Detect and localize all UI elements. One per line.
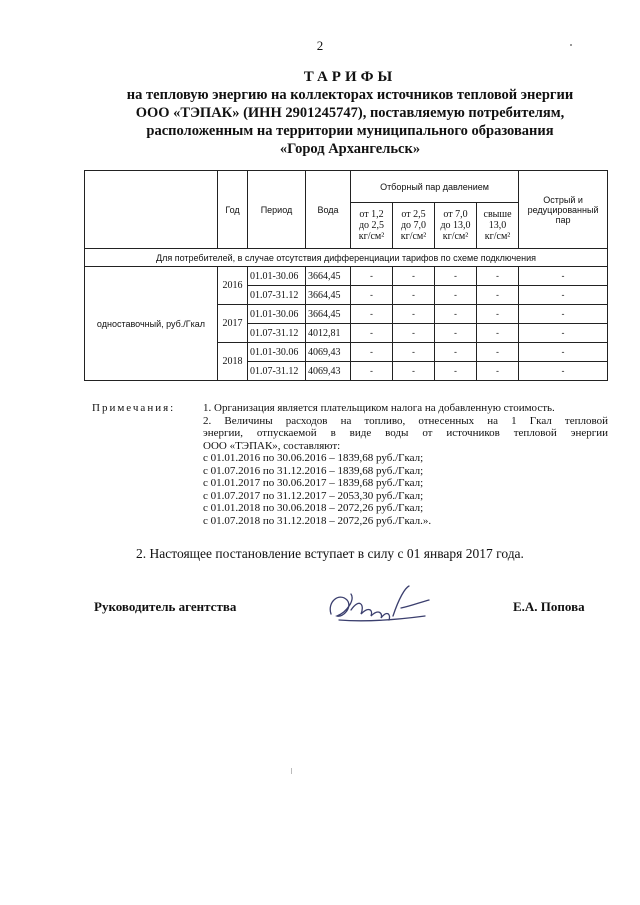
dash-cell: - <box>393 267 435 286</box>
dash-cell: - <box>351 343 393 362</box>
period-cell: 01.07-31.12 <box>248 286 306 305</box>
dash-cell: - <box>393 343 435 362</box>
header-steam-1-c: кг/см² <box>358 231 385 242</box>
header-sharp-line-3: пар <box>555 214 571 225</box>
header-year: Год <box>218 171 248 249</box>
water-cell: 3664,45 <box>306 305 351 324</box>
signatory-role: Руководитель агентства <box>94 599 237 614</box>
header-steam-4-c: кг/см² <box>484 231 511 242</box>
dash-cell: - <box>435 324 477 343</box>
dash-cell: - <box>351 362 393 381</box>
dash-cell: - <box>435 286 477 305</box>
title-line-1: на тепловую энергию на коллекторах источников тепловой энергии <box>126 87 574 103</box>
dash-cell: - <box>477 362 519 381</box>
dash-cell: - <box>351 267 393 286</box>
dash-cell: - <box>435 343 477 362</box>
year-2016: 2016 <box>218 267 248 305</box>
tariff-table <box>84 170 608 381</box>
scan-speck <box>570 44 572 46</box>
dash-cell: - <box>477 267 519 286</box>
period-cell: 01.07-31.12 <box>248 362 306 381</box>
title-line-3: расположенным на территории муниципального образования <box>146 123 554 139</box>
dash-cell: - <box>393 362 435 381</box>
signatory-name: Е.А. Попова <box>513 599 585 614</box>
notes-body <box>203 402 608 527</box>
header-steam-4-a: свыше <box>483 209 512 220</box>
fuel-cost-item: с 01.01.2017 по 30.06.2017 – 1839,68 руб./Гкал; <box>203 477 424 489</box>
header-empty <box>85 171 218 249</box>
notes-label: Примечания: <box>92 402 176 414</box>
dash-cell: - <box>393 324 435 343</box>
period-cell: 01.07-31.12 <box>248 324 306 343</box>
dash-cell: - <box>519 343 608 362</box>
header-steam-2-a: от 2,5 <box>401 209 426 220</box>
header-steam-4-b: 13,0 <box>488 220 507 231</box>
year-2017: 2017 <box>218 305 248 343</box>
header-sharp-line-1: Острый и <box>543 194 583 205</box>
period-cell: 01.01-30.06 <box>248 305 306 324</box>
dash-cell: - <box>351 305 393 324</box>
header-period: Период <box>248 171 306 249</box>
note-2-line-1: 2. Величины расходов на топливо, отнесенных на 1 Гкал тепловой <box>203 414 608 427</box>
note-2-line-3: ООО «ТЭПАК», составляют: <box>203 439 341 452</box>
header-sharp-steam <box>519 171 608 249</box>
water-cell: 4069,43 <box>306 343 351 362</box>
fuel-cost-item: с 01.01.2018 по 30.06.2018 – 2072,26 руб./Гкал; <box>203 502 424 514</box>
document-title <box>60 68 640 158</box>
fuel-cost-item: с 01.07.2017 по 31.12.2017 – 2053,30 руб./Гкал; <box>203 489 424 502</box>
dash-cell: - <box>519 362 608 381</box>
dash-cell: - <box>435 267 477 286</box>
scan-mark <box>291 768 292 774</box>
header-steam-3 <box>435 203 477 249</box>
fuel-cost-item: с 01.07.2018 по 31.12.2018 – 2072,26 руб./Гкал.». <box>203 514 432 527</box>
dash-cell: - <box>477 305 519 324</box>
header-steam-1-b: до 2,5 <box>358 220 385 231</box>
note-1: 1. Организация является плательщиком налога на добавленную стоимость. <box>203 402 555 414</box>
header-water: Вода <box>306 171 351 249</box>
header-steam-2-b: до 7,0 <box>400 220 427 231</box>
row-label: одноставочный, руб./Гкал <box>85 267 218 381</box>
water-cell: 4069,43 <box>306 362 351 381</box>
section-title: Для потребителей, в случае отсутствия дифференциации тарифов по схеме подключения <box>85 249 608 267</box>
title-line-4: «Город Архангельск» <box>279 141 421 157</box>
header-steam-2 <box>393 203 435 249</box>
header-sharp-line-2: редуцированный <box>527 204 599 215</box>
dash-cell: - <box>393 305 435 324</box>
dash-cell: - <box>393 286 435 305</box>
dash-cell: - <box>519 267 608 286</box>
header-steam-3-c: кг/см² <box>442 231 469 242</box>
year-2018: 2018 <box>218 343 248 381</box>
header-steam-1-a: от 1,2 <box>359 209 384 220</box>
header-steam-4 <box>477 203 519 249</box>
dash-cell: - <box>351 324 393 343</box>
period-cell: 01.01-30.06 <box>248 343 306 362</box>
dash-cell: - <box>435 305 477 324</box>
dash-cell: - <box>435 362 477 381</box>
period-cell: 01.01-30.06 <box>248 267 306 286</box>
title-main: ТАРИФЫ <box>303 69 397 85</box>
dash-cell: - <box>477 343 519 362</box>
water-cell: 3664,45 <box>306 267 351 286</box>
dash-cell: - <box>477 286 519 305</box>
header-steam-3-b: до 13,0 <box>440 220 471 231</box>
dash-cell: - <box>351 286 393 305</box>
header-steam-1 <box>351 203 393 249</box>
water-cell: 3664,45 <box>306 286 351 305</box>
dash-cell: - <box>519 305 608 324</box>
title-line-2: ООО «ТЭПАК» (ИНН 2901245747), поставляемую потребителям, <box>135 105 565 121</box>
dash-cell: - <box>519 286 608 305</box>
note-2-line-2: энергии, отпускаемой в виде воды от источников тепловой энергии <box>203 427 608 439</box>
dash-cell: - <box>519 324 608 343</box>
water-cell: 4012,81 <box>306 324 351 343</box>
header-steam-2-c: кг/см² <box>400 231 427 242</box>
fuel-cost-item: с 01.07.2016 по 31.12.2016 – 1839,68 руб./Гкал; <box>203 464 424 477</box>
page-number: 2 <box>316 38 324 53</box>
handwritten-signature <box>325 580 435 630</box>
header-steam-group: Отборный пар давлением <box>351 171 519 203</box>
decree-effective-text: 2. Настоящее постановление вступает в силу с 01 января 2017 года. <box>136 546 524 561</box>
header-steam-3-a: от 7,0 <box>443 209 468 220</box>
fuel-cost-item: с 01.01.2016 по 30.06.2016 – 1839,68 руб./Гкал; <box>203 452 424 464</box>
dash-cell: - <box>477 324 519 343</box>
